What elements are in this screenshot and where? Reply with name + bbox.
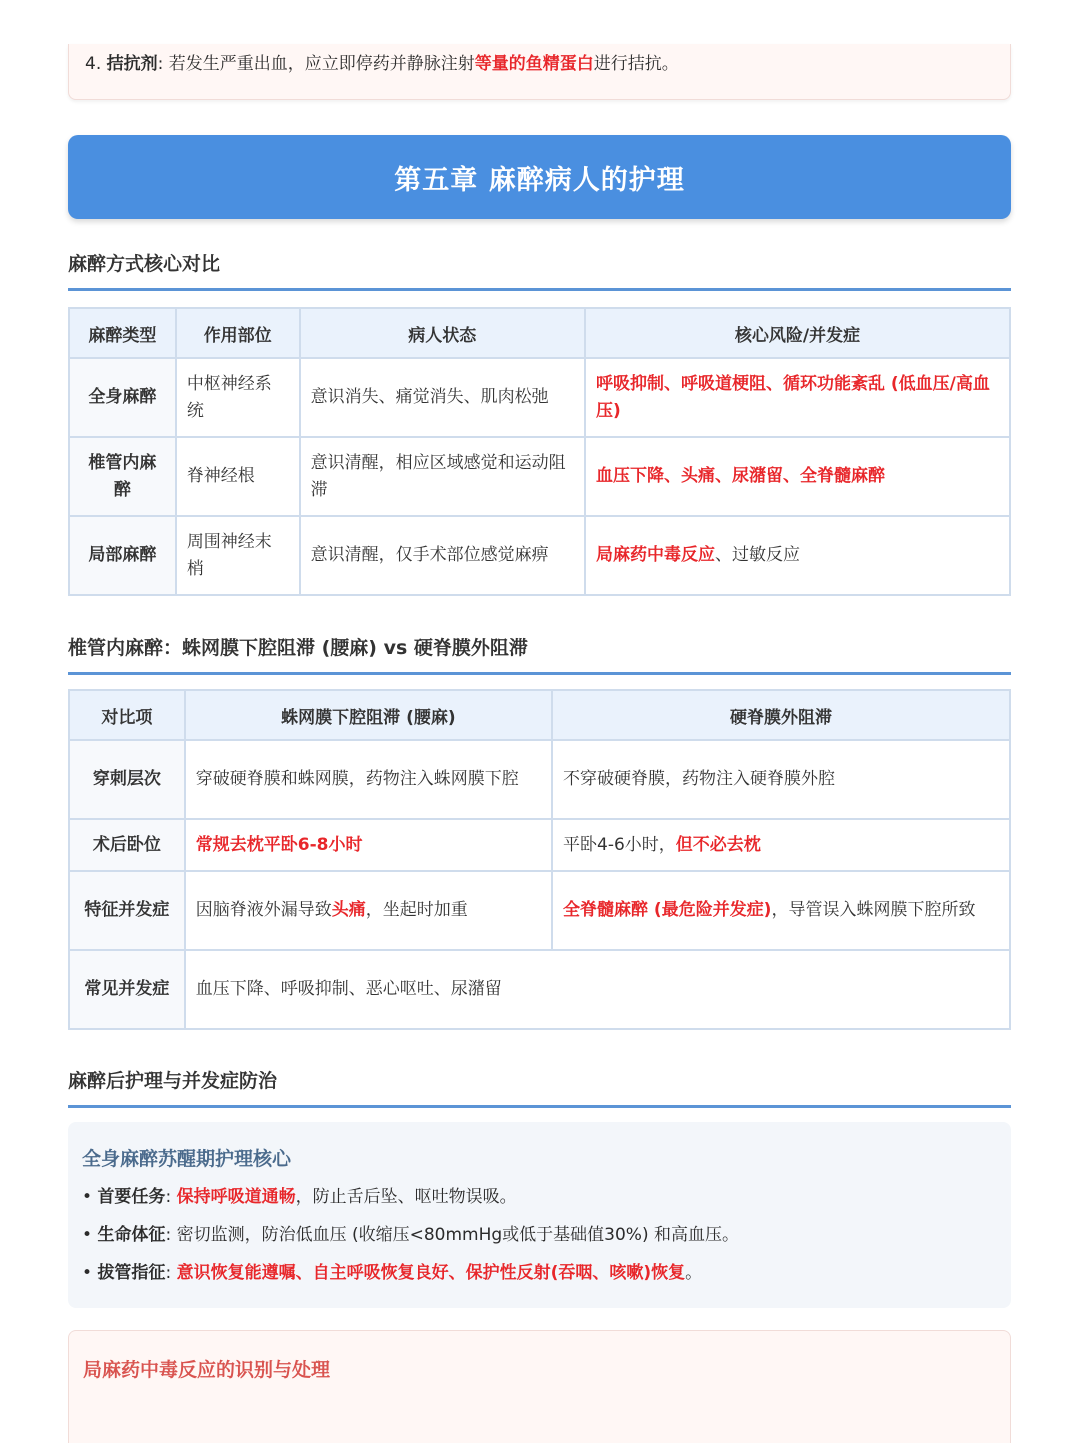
action-site: 脊神经根 <box>176 437 300 516</box>
patient-state: 意识消失、痛觉消失、肌肉松弛 <box>300 358 585 437</box>
chapter-title: 第五章 麻醉病人的护理 <box>394 164 685 196</box>
item-text-after: 进行拮抗。 <box>593 54 679 74</box>
patient-state: 意识清醒，相应区域感觉和运动阻滞 <box>300 437 585 516</box>
item-text: : 若发生严重出血，应立即停药并静脉注射 <box>157 54 475 74</box>
item-text: : 密切监测，防治低血压 (收缩压<80mmHg或低于基础值30%) 和高血压。 <box>165 1225 739 1245</box>
epidural-value <box>552 871 1010 950</box>
table-row <box>69 819 1010 871</box>
item-text: ，防止舌后坠、呕吐物误吸。 <box>295 1187 517 1207</box>
column-header: 对比项 <box>69 690 185 740</box>
card-title: 局麻药中毒反应的识别与处理 <box>83 1359 331 1381</box>
item-label: 拔管指征 <box>97 1263 166 1283</box>
column-header: 核心风险/并发症 <box>585 308 1010 358</box>
table-row <box>69 740 1010 819</box>
spinal-highlight: 常规去枕平卧6-8小时 <box>195 834 363 855</box>
action-site: 中枢神经系统 <box>176 358 300 437</box>
epidural-text: ，导管误入蛛网膜下腔所致 <box>771 900 976 920</box>
list-item: • 拔管指征: 意识恢复能遵嘱、自主呼吸恢复良好、保护性反射(吞咽、咳嗽)恢复。 <box>82 1263 703 1283</box>
anesthesia-type: 局部麻醉 <box>69 516 176 595</box>
action-site: 周围神经末梢 <box>176 516 300 595</box>
anesthesia-type: 椎管内麻醉 <box>69 437 176 516</box>
local-anesthetic-toxicity-card <box>68 1330 1011 1443</box>
table-header-row <box>69 308 1010 358</box>
item-label: 首要任务 <box>97 1187 166 1207</box>
previous-section-card <box>68 44 1011 100</box>
item-number: 4. <box>85 54 102 74</box>
core-risk <box>585 516 1010 595</box>
spinal-epidural-table <box>68 689 1011 1030</box>
list-item: • 首要任务: 保持呼吸道通畅，防止舌后坠、呕吐物误吸。 <box>82 1187 517 1207</box>
epidural-text: 平卧4-6小时， <box>563 834 676 855</box>
compare-item: 术后卧位 <box>69 819 185 871</box>
core-risk <box>585 358 1010 437</box>
card-title: 全身麻醉苏醒期护理核心 <box>82 1148 292 1170</box>
section-title-anesthesia-comparison: 麻醉方式核心对比 <box>68 249 1011 291</box>
item-label: 拮抗剂 <box>106 54 158 74</box>
compare-item: 穿刺层次 <box>69 740 185 819</box>
table-row <box>69 950 1010 1029</box>
table-row <box>69 516 1010 595</box>
compare-item: 特征并发症 <box>69 871 185 950</box>
risk-highlight: 呼吸抑制、呼吸道梗阻、循环功能紊乱 (低血压/高血压) <box>595 373 990 421</box>
item-label: 生命体征 <box>97 1225 166 1245</box>
table-row <box>69 437 1010 516</box>
item-text: 。 <box>685 1263 703 1283</box>
risk-highlight: 局麻药中毒反应 <box>595 545 715 565</box>
risk-highlight: 血压下降、头痛、尿潴留、全脊髓麻醉 <box>595 466 885 486</box>
item-highlight: 保持呼吸道通畅 <box>176 1187 296 1207</box>
epidural-highlight: 但不必去枕 <box>675 834 761 855</box>
chapter-banner <box>68 135 1011 219</box>
epidural-highlight: 全脊髓麻醉 (最危险并发症) <box>563 900 772 920</box>
anesthesia-type: 全身麻醉 <box>69 358 176 437</box>
epidural-value: 不穿破硬脊膜，药物注入硬脊膜外腔 <box>552 740 1010 819</box>
anesthesia-comparison-table <box>68 307 1011 596</box>
spinal-value: 穿破硬脊膜和蛛网膜，药物注入蛛网膜下腔 <box>185 740 552 819</box>
section-title-post-anesthesia-care: 麻醉后护理与并发症防治 <box>68 1066 1011 1108</box>
item-highlight: 等量的鱼精蛋白 <box>474 54 594 74</box>
common-complications: 血压下降、呼吸抑制、恶心呕吐、尿潴留 <box>185 950 1010 1029</box>
item-highlight: 意识恢复能遵嘱、自主呼吸恢复良好、保护性反射(吞咽、咳嗽)恢复 <box>176 1263 686 1283</box>
risk-text: 、过敏反应 <box>714 545 800 565</box>
patient-state: 意识清醒，仅手术部位感觉麻痹 <box>300 516 585 595</box>
column-header: 麻醉类型 <box>69 308 176 358</box>
spinal-value <box>185 819 552 871</box>
column-header: 作用部位 <box>176 308 300 358</box>
spinal-text-after: ，坐起时加重 <box>365 900 468 920</box>
recovery-care-card <box>68 1122 1011 1308</box>
list-item: • 生命体征: 密切监测，防治低血压 (收缩压<80mmHg或低于基础值30%) 和高血压。 <box>82 1225 739 1245</box>
compare-item: 常见并发症 <box>69 950 185 1029</box>
column-header: 硬脊膜外阻滞 <box>552 690 1010 740</box>
table-header-row <box>69 690 1010 740</box>
table-row <box>69 871 1010 950</box>
spinal-text: 因脑脊液外漏导致 <box>195 900 332 920</box>
core-risk <box>585 437 1010 516</box>
section-title-spinal-vs-epidural: 椎管内麻醉：蛛网膜下腔阻滞 (腰麻) vs 硬脊膜外阻滞 <box>68 633 1011 675</box>
column-header: 病人状态 <box>300 308 585 358</box>
column-header: 蛛网膜下腔阻滞 (腰麻) <box>185 690 552 740</box>
spinal-value <box>185 871 552 950</box>
epidural-value <box>552 819 1010 871</box>
table-row <box>69 358 1010 437</box>
spinal-highlight: 头痛 <box>331 900 366 920</box>
